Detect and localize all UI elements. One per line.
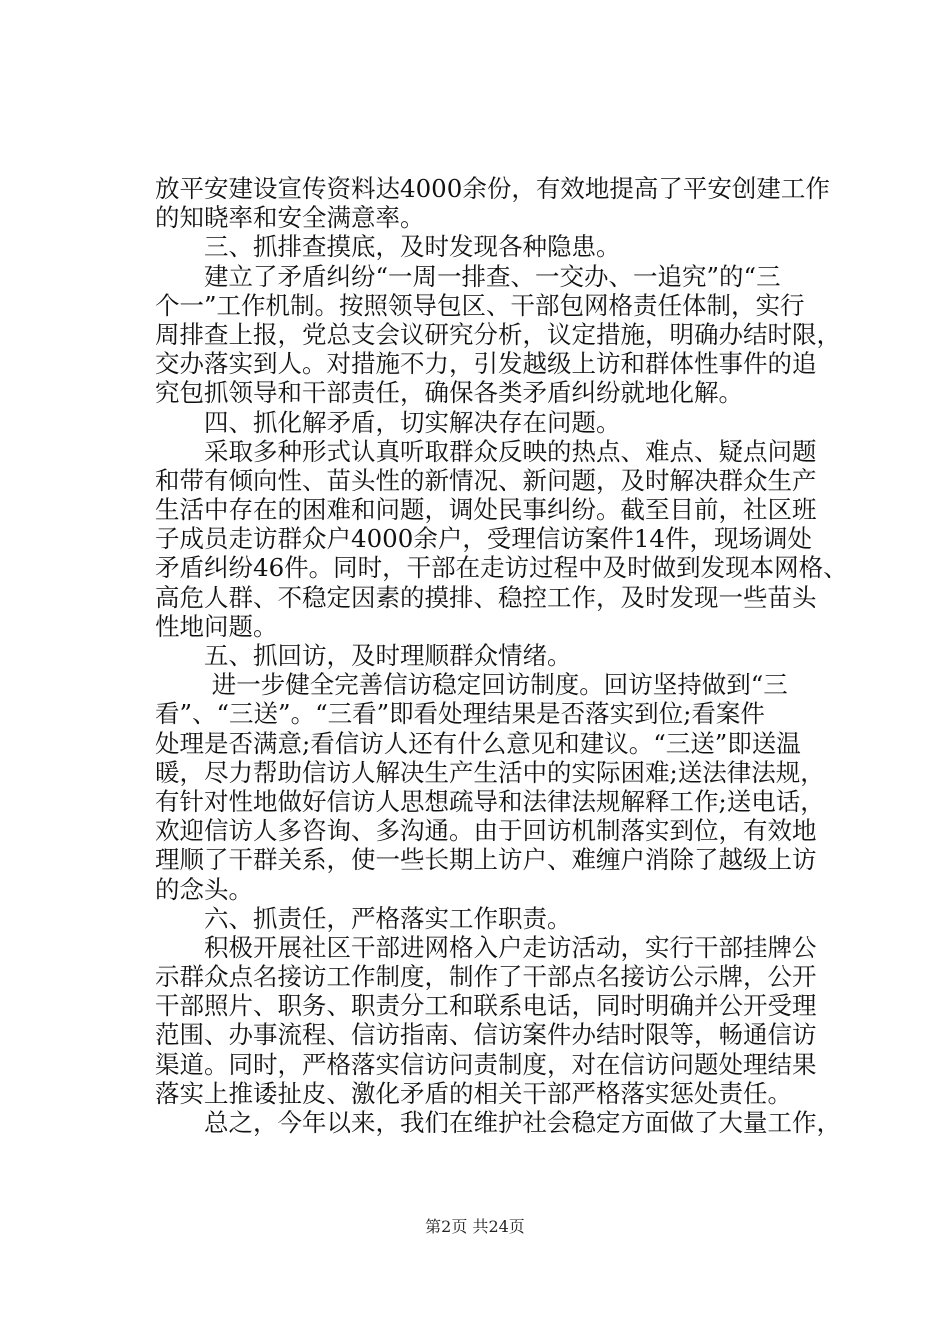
text-line: 交办落实到人。对措施不力，引发越级上访和群体性事件的追: [155, 349, 817, 379]
text-line: 放平安建设宣传资料达4000余份，有效地提高了平安创建工作: [155, 174, 830, 203]
text-line: 欢迎信访人多咨询、多沟通。由于回访机制落实到位，有效地: [155, 816, 817, 846]
text-line: 范围、办事流程、信访指南、信访案件办结时限等，畅通信访: [155, 1020, 817, 1050]
text-line: 暖，尽力帮助信访人解决生产生活中的实际困难;送法律法规，: [155, 757, 825, 787]
text-line: 的念头。: [155, 874, 253, 904]
section-heading: 四、抓化解矛盾，切实解决存在问题。: [155, 407, 621, 437]
text-line: 子成员走访群众户4000余户，受理信访案件14件，现场调处: [155, 524, 813, 554]
body-text: [155, 174, 848, 1137]
text-line: 矛盾纠纷46件。同时，干部在走访过程中及时做到发现本网格、: [155, 553, 848, 583]
text-line: 的知晓率和安全满意率。: [155, 203, 425, 233]
text-line: 高危人群、不稳定因素的摸排、稳控工作，及时发现一些苗头: [155, 582, 817, 612]
text-line: 积极开展社区干部进网格入户走访活动，实行干部挂牌公: [155, 932, 817, 962]
text-line: 有针对性地做好信访人思想疏导和法律法规解释工作;送电话，: [155, 786, 825, 816]
text-line: 渠道。同时，严格落实信访问责制度，对在信访问题处理结果: [155, 1049, 817, 1079]
section-heading: 六、抓责任，严格落实工作职责。: [155, 903, 572, 933]
text-line: 理顺了干群关系，使一些长期上访户、难缠户消除了越级上访: [155, 845, 817, 875]
section-heading: 三、抓排查摸底，及时发现各种隐患。: [155, 232, 621, 262]
text-line: 究包抓领导和干部责任，确保各类矛盾纠纷就地化解。: [155, 378, 743, 408]
text-line: 示群众点名接访工作制度，制作了干部点名接访公示牌，公开: [155, 962, 817, 992]
section-heading: 五、抓回访，及时理顺群众情绪。: [155, 641, 572, 670]
text-line: 干部照片、职务、职责分工和联系电话，同时明确并公开受理: [155, 991, 817, 1021]
text-line: 性地问题。: [155, 611, 278, 641]
text-line: 生活中存在的困难和问题，调处民事纠纷。截至目前，社区班: [155, 495, 817, 525]
text-line: 和带有倾向性、苗头性的新情况、新问题，及时解决群众生产: [155, 465, 817, 495]
text-line: 进一步健全完善信访稳定回访制度。回访坚持做到“三: [155, 670, 788, 700]
page-number-footer: 第2页 共24页: [425, 1217, 525, 1236]
text-line: 采取多种形式认真听取群众反映的热点、难点、疑点问题: [155, 436, 817, 466]
text-line: 看”、“三送”。“三看”即看处理结果是否落实到位;看案件: [155, 699, 765, 729]
text-line: 总之，今年以来，我们在维护社会稳定方面做了大量工作，: [155, 1108, 841, 1137]
text-line: 个一”工作机制。按照领导包区、干部包网格责任体制，实行: [155, 290, 805, 320]
text-line: 处理是否满意;看信访人还有什么意见和建议。“三送”即送温: [155, 728, 801, 758]
text-line: 落实上推诿扯皮、激化矛盾的相关干部严格落实惩处责任。: [155, 1078, 792, 1108]
text-line: 建立了矛盾纠纷“一周一排查、一交办、一追究”的“三: [155, 261, 781, 291]
text-line: 周排查上报，党总支会议研究分析，议定措施，明确办结时限，: [155, 319, 841, 349]
